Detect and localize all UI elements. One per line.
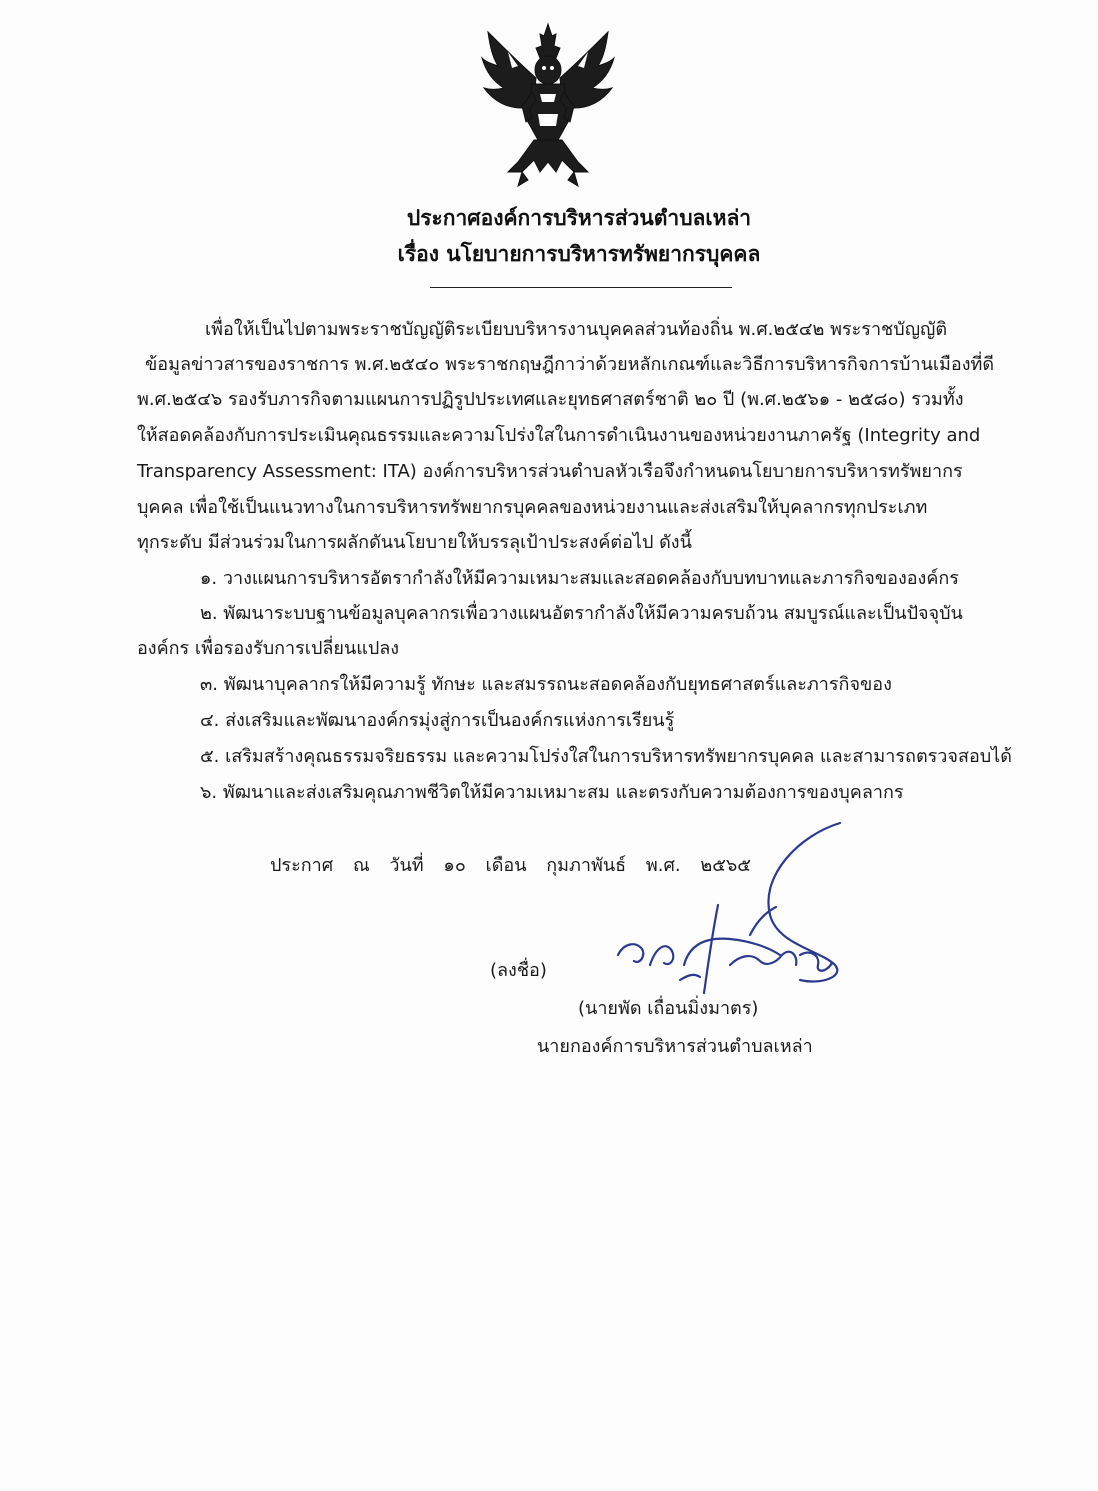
date-prefix: ประกาศ xyxy=(270,855,334,876)
date-at: ณ xyxy=(352,855,370,876)
policy-item: ๖. พัฒนาและส่งเสริมคุณภาพชีวิตให้มีความเหมาะสม และตรงกับความต้องการของบุคลากร xyxy=(200,782,904,803)
body-line: เพื่อให้เป็นไปตามพระราชบัญญัติระเบียบบริหารงานบุคคลส่วนท้องถิ่น พ.ศ.๒๕๔๒ พระราชบัญญัติ xyxy=(205,319,948,340)
policy-item-continuation: องค์กร เพื่อรองรับการเปลี่ยนแปลง xyxy=(137,638,400,659)
policy-item: ๒. พัฒนาระบบฐานข้อมูลบุคลากรเพื่อวางแผนอัตรากำลังให้มีความครบถ้วน สมบูรณ์และเป็นปัจจุบัน xyxy=(200,603,963,624)
body-line: บุคคล เพื่อใช้เป็นแนวทางในการบริหารทรัพยากรบุคคลของหน่วยงานและส่งเสริมให้บุคลากรทุกประเภท xyxy=(137,497,928,518)
body-line: พ.ศ.๒๕๔๖ รองรับภารกิจตามแผนการปฏิรูปประเทศและยุทธศาสตร์ชาติ ๒๐ ปี (พ.ศ.๒๕๖๑ - ๒๕๘๐) รวมทั้ง xyxy=(137,389,964,410)
garuda-emblem-icon xyxy=(478,22,618,190)
signer-name: (นายพัด เถื่อนมิ่งมาตร) xyxy=(578,998,759,1019)
policy-item: ๕. เสริมสร้างคุณธรรมจริยธรรม และความโปร่งใสในการบริหารทรัพยากรบุคคล และสามารถตรวจสอบได้ xyxy=(200,746,1012,767)
date-day: ๑๐ xyxy=(443,855,466,876)
date-month: กุมภาพันธ์ xyxy=(546,855,627,876)
date-day-label: วันที่ xyxy=(389,855,424,876)
body-line: ทุกระดับ มีส่วนร่วมในการผลักดันนโยบายให้บรรลุเป้าประสงค์ต่อไป ดังนี้ xyxy=(137,532,692,553)
policy-item: ๑. วางแผนการบริหารอัตรากำลังให้มีความเหมาะสมและสอดคล้องกับบทบาทและภารกิจขององค์กร xyxy=(200,568,959,589)
policy-item: ๓. พัฒนาบุคลากรให้มีความรู้ ทักษะ และสมรรถนะสอดคล้องกับยุทธศาสตร์และภารกิจของ xyxy=(200,674,892,695)
title-divider xyxy=(430,287,732,288)
date-month-label: เดือน xyxy=(485,855,527,876)
document-title: ประกาศองค์การบริหารส่วนตำบลเหล่า xyxy=(406,206,752,230)
date-year-label: พ.ศ. xyxy=(645,855,681,876)
policy-item: ๔. ส่งเสริมและพัฒนาองค์กรมุ่งสู่การเป็นองค์กรแห่งการเรียนรู้ xyxy=(200,710,675,731)
document-subject: เรื่อง นโยบายการบริหารทรัพยากรบุคคล xyxy=(397,242,761,266)
body-line: ข้อมูลข่าวสารของราชการ พ.ศ.๒๕๔๐ พระราชกฤษฎีกาว่าด้วยหลักเกณฑ์และวิธีการบริหารกิจการบ้านเมืองที่ดี xyxy=(145,354,995,375)
signature-label: (ลงชื่อ) xyxy=(490,960,547,981)
date-year: ๒๕๖๕ xyxy=(700,855,751,876)
signer-position: นายกองค์การบริหารส่วนตำบลเหล่า xyxy=(537,1036,813,1057)
body-line: ให้สอดคล้องกับการประเมินคุณธรรมและความโปร่งใสในการดำเนินงานของหน่วยงานภาครัฐ (Integrity and xyxy=(137,425,981,446)
body-line: Transparency Assessment: ITA) องค์การบริหารส่วนตำบลหัวเรือจึงกำหนดนโยบายการบริหารทรัพยากร xyxy=(137,461,963,482)
